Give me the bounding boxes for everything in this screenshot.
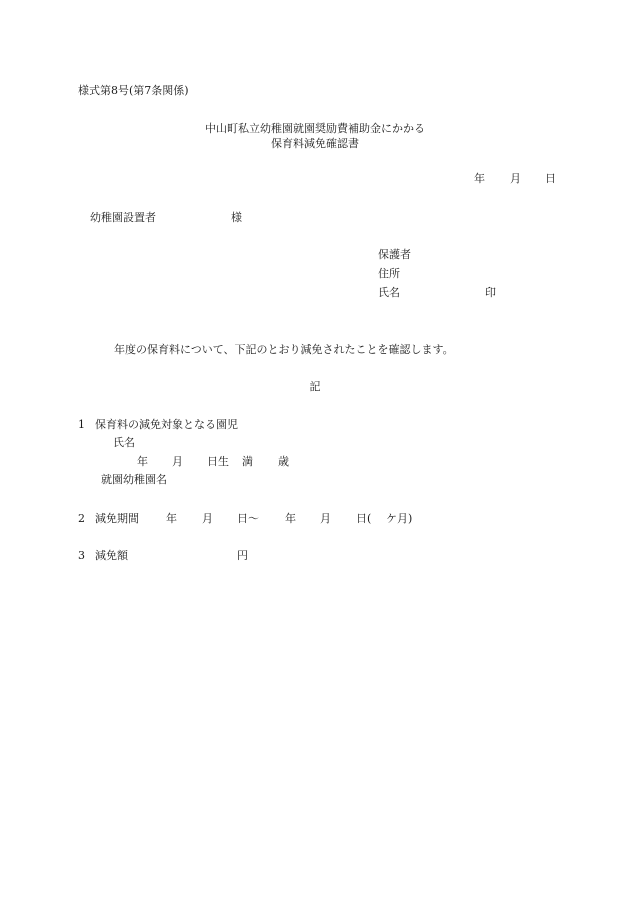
age-full: 満 bbox=[242, 455, 253, 468]
document-title-line1: 中山町私立幼稚園就園奨励費補助金にかかる bbox=[205, 122, 425, 135]
confirmation-statement: 年度の保育料について、下記のとおり減免されたことを確認します。 bbox=[114, 343, 454, 356]
addressee-honorific: 様 bbox=[231, 211, 242, 224]
period-to-year: 年 bbox=[285, 512, 296, 525]
period-from-year: 年 bbox=[166, 512, 177, 525]
date-day: 日 bbox=[545, 172, 556, 185]
item-2-label: 減免期間 bbox=[95, 512, 139, 525]
kindergarten-label: 就園幼稚園名 bbox=[101, 473, 167, 486]
guardian-heading: 保護者 bbox=[378, 248, 411, 261]
period-from-day: 日～ bbox=[237, 512, 259, 525]
period-to-day: 日( bbox=[356, 512, 372, 525]
item-1-label: 保育料の減免対象となる園児 bbox=[95, 418, 238, 431]
birth-year: 年 bbox=[137, 455, 148, 468]
birth-day: 日生 bbox=[207, 455, 229, 468]
document-title-line2: 保育料減免確認書 bbox=[271, 137, 359, 150]
form-number: 様式第8号(第7条関係) bbox=[78, 84, 189, 97]
period-months: ケ月) bbox=[386, 512, 413, 525]
amount-yen: 円 bbox=[237, 549, 248, 562]
item-3-number: 3 bbox=[78, 549, 85, 562]
ki-heading: 記 bbox=[309, 380, 321, 393]
guardian-name-label: 氏名 bbox=[378, 286, 400, 299]
item-1-number: 1 bbox=[78, 418, 85, 431]
period-from-month: 月 bbox=[202, 512, 213, 525]
age-unit: 歳 bbox=[278, 455, 289, 468]
date-year: 年 bbox=[474, 172, 485, 185]
birth-month: 月 bbox=[172, 455, 183, 468]
item-2-number: 2 bbox=[78, 512, 85, 525]
date-month: 月 bbox=[510, 172, 521, 185]
guardian-address-label: 住所 bbox=[378, 267, 400, 280]
addressee-label: 幼稚園設置者 bbox=[90, 211, 156, 224]
period-to-month: 月 bbox=[320, 512, 331, 525]
seal-mark: 印 bbox=[485, 286, 496, 299]
child-name-label: 氏名 bbox=[113, 436, 135, 449]
item-3-label: 減免額 bbox=[95, 549, 128, 562]
